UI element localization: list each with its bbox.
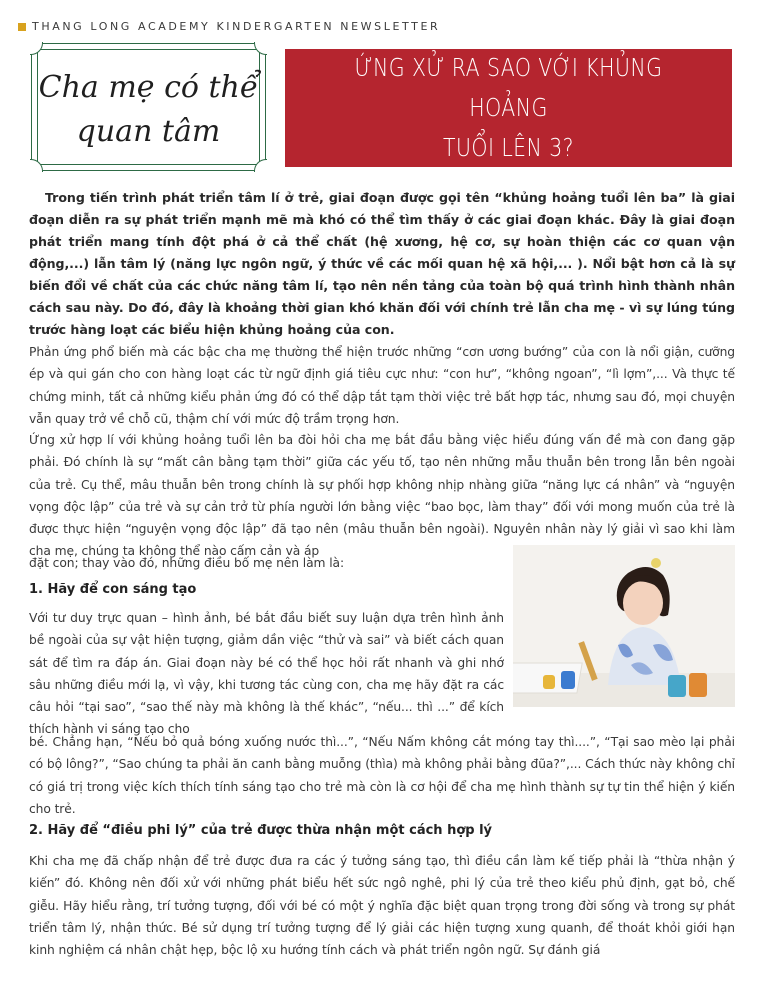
heading-irrational: 2. Hãy để “điều phi lý” của trẻ được thừa nhận một cách hợp lý xyxy=(29,823,493,838)
lead-paragraph: Trong tiến trình phát triển tâm lí ở trẻ, giai đoạn được gọi tên “khủng hoảng tuổi lên ba” là giai đoạn diễn ra sự phát triển mạnh mẽ mà khó có thể tìm thấy ở các giai đoạn khác. Đây là giai đoạn phát triển mang tính đột phá ở cả thể chất (hệ xương, hệ cơ, sự hoàn thiện các cơ quan vận động,...) lẫn tâm lý (năng lực ngôn ngữ, ý thức về các mối quan hệ xã hội,... ). Nổi bật hơn cả là sự biến đổi về chất của các chức năng tâm lí, tạo nên nền tảng của toàn bộ quá trình hình thành nhân cách sau này. Do đó, đây là khoảng thời gian khó khăn đối với chính trẻ lẫn cha mẹ - vì sự lúng túng trước hàng loạt các biểu hiện khủng hoảng của con. xyxy=(29,190,735,337)
newsletter-title: THANG LONG ACADEMY KINDERGARTEN NEWSLETTER xyxy=(32,20,441,33)
paragraph-creativity: Với tư duy trực quan – hình ảnh, bé bắt đầu biết suy luận dựa trên hình ảnh bề ngoài của sự vật hiện tượng, giảm dần việc “thử và sai” và biết cách quan sát để tìm ra đáp án. Giai đoạn này bé có thể học hỏi rất nhanh và ghi nhớ sâu những điều mới lạ, vì vậy, khi tương tác cùng con, cha mẹ hãy đặt ra các câu hỏi “tại sao”, “sao thế này mà không là thế khác”, “nếu... thì ...” để kích thích hành vi sáng tạo cho xyxy=(29,611,504,737)
heading-creativity: 1. Hãy để con sáng tạo xyxy=(29,582,197,597)
accent-square xyxy=(18,23,26,31)
paragraph-understanding-end: đặt con; thay vào đó, những điều bố mẹ nên làm là: xyxy=(29,556,344,570)
article-title-line-1: ỨNG XỬ RA SAO VỚI KHỦNG HOẢNG xyxy=(354,53,663,122)
article-title-line-2: TUỔI LÊN 3? xyxy=(443,133,574,162)
badge-line-1: Cha mẹ có thể xyxy=(38,70,259,105)
child-painting-photo xyxy=(513,545,735,707)
masthead xyxy=(18,20,440,33)
section-badge xyxy=(31,43,266,171)
paragraph-creativity-cont: bé. Chẳng hạn, “Nếu bỏ quả bóng xuống nước thì...”, “Nếu Nấm không cắt móng tay thì....”, “Tại sao mèo lại phải có bộ lông?”, “Sao chúng ta phải ăn canh bằng muỗng (thìa) mà không phải bằng đũa?”,... Cách thức này không chỉ có giá trị trong việc kích thích tính sáng tạo cho trẻ mà còn là cơ hội để cha mẹ hình thành sự tự tin thể hiện ý kiến cho trẻ. xyxy=(29,735,735,816)
paragraph-acknowledge: Khi cha mẹ đã chấp nhận để trẻ được đưa ra các ý tưởng sáng tạo, thì điều cần làm kế tiếp phải là “thừa nhận ý kiến” đó. Không nên đối xử với những phát biểu hết sức ngô nghê, phi lý của trẻ theo kiểu phủ định, gạt bỏ, chế giễu. Hãy hiểu rằng, trí tưởng tượng, đối với bé có một ý nghĩa đặc biệt quan trọng trong đời sống và trong sự phát triển tâm lý, nhận thức. Bé sử dụng trí tưởng tượng để lý giải các hiện tượng xung quanh, để thoát khỏi giới hạn kinh nghiệm cá nhân chật hẹp, bộc lộ xu hướng tính cách và phát triển ngôn ngữ. Sự đánh giá xyxy=(29,854,735,958)
paragraph-reactions: Phản ứng phổ biến mà các bậc cha mẹ thường thể hiện trước những “cơn ương bướng” của con là nổi giận, cưỡng ép và qui gán cho con hàng loạt các từ ngữ định giá tiêu cực như: “con hư”, “không ngoan”, “lì lợm”,... Và thực tế chứng minh, tất cả những kiểu phản ứng đó có thể dập tắt tạm thời việc trẻ bất hợp tác, nhưng sau đó, mọi chuyện vẫn quay trở về chỗ cũ, thậm chí với mức độ trầm trọng hơn. xyxy=(29,345,735,426)
badge-line-2: quan tâm xyxy=(76,114,221,149)
paragraph-understanding: Ứng xử hợp lí với khủng hoảng tuổi lên ba đòi hỏi cha mẹ bắt đầu bằng việc hiểu đúng vấn đề mà con đang gặp phải. Đó chính là sự “mất cân bằng tạm thời” giữa các yếu tố, tạo nên những mẫu thuẫn bên trong lẫn bên ngoài của trẻ. Cụ thể, mâu thuẫn bên trong chính là sự phối hợp không nhịp nhàng giữa “năng lực cá nhân” và “nguyện vọng độc lập” của trẻ và sự cản trở từ phía người lớn bằng việc “bao bọc, làm thay” đối với mong muốn của trẻ là được thực hiện “nguyện vọng độc lập” đã tạo nên (mâu thuẫn bên ngoài). Nguyên nhân này lý giải vì sao khi làm cha mẹ, chúng ta không thể nào cấm cản và áp xyxy=(29,433,735,559)
article-title-banner xyxy=(285,49,732,167)
